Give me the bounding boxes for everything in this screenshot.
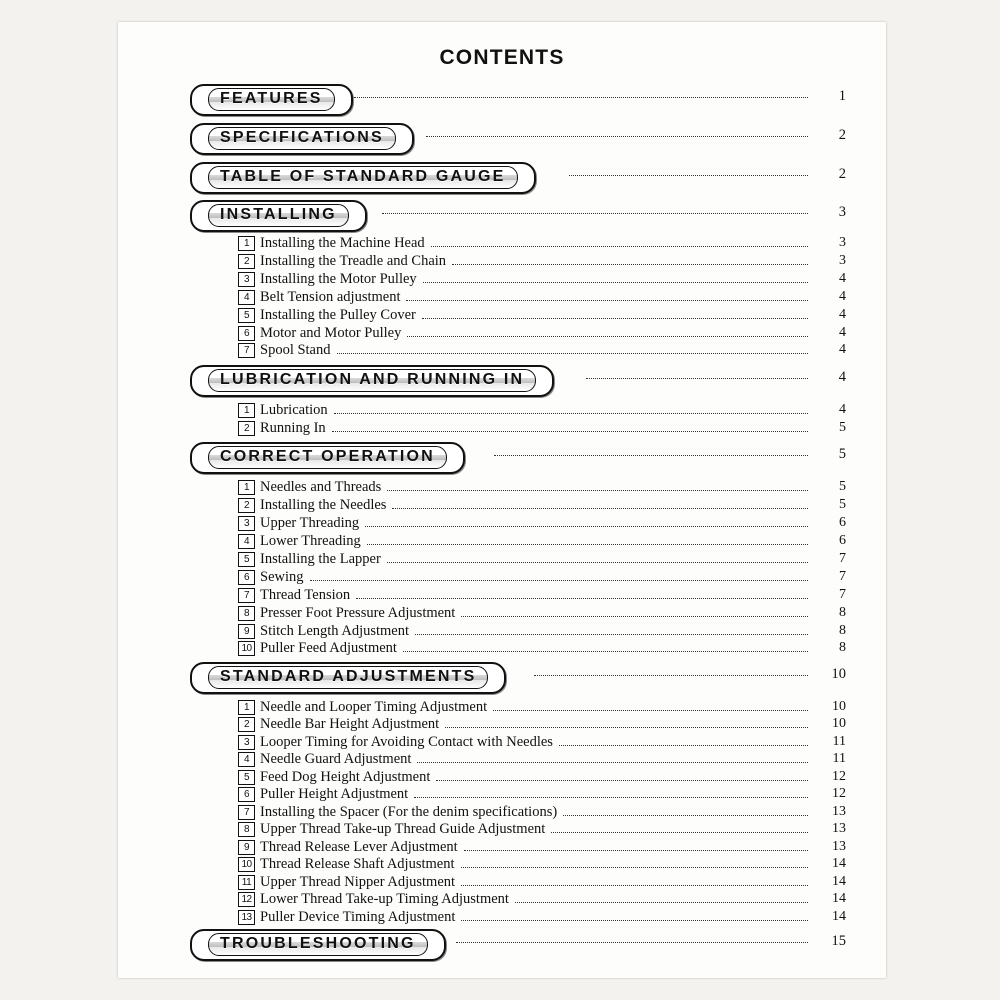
toc-item-label: Upper Thread Take-up Thread Guide Adjustment [260, 821, 546, 837]
toc-item-row[interactable] [118, 769, 886, 787]
toc-item-label: Thread Tension [260, 587, 351, 603]
toc-item-number: 2 [238, 421, 255, 436]
toc-section-pill[interactable] [190, 662, 506, 694]
toc-item-label: Installing the Treadle and Chain [260, 253, 447, 269]
leader-dots [417, 762, 808, 763]
toc-page-number: 4 [839, 289, 846, 304]
toc-item-number: 3 [238, 516, 255, 531]
toc-page-number: 10 [832, 716, 846, 731]
toc-page-number: 3 [838, 204, 846, 220]
toc-item-number: 2 [238, 717, 255, 732]
leader-dots [464, 850, 808, 851]
leader-dots [403, 651, 808, 652]
toc-item-row[interactable] [118, 640, 886, 658]
toc-item-row[interactable] [118, 623, 886, 641]
toc-section-row[interactable] [118, 200, 886, 226]
toc-item-number: 7 [238, 805, 255, 820]
toc-item-label: Spool Stand [260, 342, 331, 358]
toc-item-number: 4 [238, 290, 255, 305]
document-page [118, 22, 886, 978]
toc-page-number: 6 [839, 515, 846, 530]
leader-dots [551, 832, 808, 833]
pill-outer [190, 84, 353, 116]
toc-section-label: TABLE OF STANDARD GAUGE [208, 166, 518, 189]
toc-page-number: 8 [839, 605, 846, 620]
toc-item-row[interactable] [118, 786, 886, 804]
toc-item-label: Belt Tension adjustment [260, 289, 401, 305]
pill-outer [190, 200, 367, 232]
toc-page-number: 11 [832, 751, 846, 766]
toc-page-number: 8 [839, 640, 846, 655]
toc-item-number: 7 [238, 343, 255, 358]
toc-item-row[interactable] [118, 342, 886, 360]
toc-item-row[interactable] [118, 235, 886, 253]
toc-item-row[interactable] [118, 325, 886, 343]
toc-page-number: 7 [839, 551, 846, 566]
toc-page-number: 1 [838, 88, 846, 104]
toc-item-label: Needles and Threads [260, 479, 382, 495]
toc-page-number: 8 [839, 623, 846, 638]
toc-page-number: 4 [839, 307, 846, 322]
toc-item-label: Installing the Motor Pulley [260, 271, 417, 287]
toc-item-number: 1 [238, 480, 255, 495]
toc-page-number: 5 [839, 497, 846, 512]
leader-dots [569, 175, 808, 176]
leader-dots [365, 526, 808, 527]
toc-item-label: Thread Release Shaft Adjustment [260, 856, 455, 872]
toc-item-number: 3 [238, 735, 255, 750]
toc-item-row[interactable] [118, 497, 886, 515]
leader-dots [387, 490, 808, 491]
toc-section-pill[interactable] [190, 365, 554, 397]
toc-item-label: Lower Threading [260, 533, 361, 549]
toc-section-pill[interactable] [190, 200, 367, 232]
toc-section-label: SPECIFICATIONS [208, 127, 396, 150]
toc-item-label: Motor and Motor Pulley [260, 325, 402, 341]
toc-item-number: 4 [238, 534, 255, 549]
toc-page-number: 10 [832, 699, 846, 714]
toc-page-number: 15 [831, 933, 846, 949]
leader-dots [354, 97, 808, 98]
toc-item-row[interactable] [118, 699, 886, 717]
toc-section-row[interactable] [118, 442, 886, 468]
leader-dots [367, 544, 808, 545]
toc-page-number: 5 [839, 479, 846, 494]
toc-section-pill[interactable] [190, 929, 446, 961]
toc-page-number: 14 [832, 891, 846, 906]
toc-page-number: 14 [832, 856, 846, 871]
toc-item-number: 10 [238, 641, 255, 656]
toc-item-label: Needle Bar Height Adjustment [260, 716, 440, 732]
leader-dots [461, 920, 808, 921]
leader-dots [422, 318, 808, 319]
toc-item-number: 2 [238, 254, 255, 269]
pill-outer [190, 442, 465, 474]
toc-item-label: Upper Thread Nipper Adjustment [260, 874, 456, 890]
toc-page-number: 12 [832, 786, 846, 801]
toc-item-label: Lower Thread Take-up Timing Adjustment [260, 891, 509, 907]
toc-page-number: 4 [839, 271, 846, 286]
toc-page-number: 4 [839, 325, 846, 340]
leader-dots [461, 867, 809, 868]
toc-item-label: Puller Feed Adjustment [260, 640, 397, 656]
toc-page-number: 14 [832, 874, 846, 889]
toc-item-row[interactable] [118, 587, 886, 605]
toc-page-number: 5 [838, 446, 846, 462]
leader-dots [407, 336, 808, 337]
leader-dots [534, 675, 808, 676]
toc-item-number: 5 [238, 552, 255, 567]
toc-item-row[interactable] [118, 253, 886, 271]
toc-item-row[interactable] [118, 533, 886, 551]
toc-item-label: Thread Release Lever Adjustment [260, 839, 458, 855]
toc-section-pill[interactable] [190, 442, 465, 474]
toc-item-label: Stitch Length Adjustment [260, 623, 410, 639]
toc-item-row[interactable] [118, 605, 886, 623]
leader-dots [586, 378, 808, 379]
toc-item-row[interactable] [118, 839, 886, 857]
toc-page-number: 12 [832, 769, 846, 784]
toc-item-label: Needle Guard Adjustment [260, 751, 412, 767]
toc-section-pill[interactable] [190, 162, 536, 194]
toc-section-row[interactable] [118, 123, 886, 149]
toc-item-label: Running In [260, 420, 326, 436]
leader-dots [494, 455, 808, 456]
page-content [118, 22, 886, 978]
toc-section-label: CORRECT OPERATION [208, 446, 447, 469]
leader-dots [559, 745, 808, 746]
toc-item-number: 5 [238, 308, 255, 323]
pill-outer [190, 123, 414, 155]
toc-item-row[interactable] [118, 821, 886, 839]
toc-item-number: 2 [238, 498, 255, 513]
toc-item-label: Installing the Lapper [260, 551, 381, 567]
toc-item-row[interactable] [118, 402, 886, 420]
toc-page-number: 3 [839, 235, 846, 250]
toc-page-number: 3 [839, 253, 846, 268]
toc-item-number: 3 [238, 272, 255, 287]
leader-dots [461, 885, 808, 886]
toc-section-label: LUBRICATION AND RUNNING IN [208, 369, 536, 392]
toc-page-number: 13 [832, 821, 846, 836]
toc-item-number: 7 [238, 588, 255, 603]
toc-item-number: 9 [238, 840, 255, 855]
toc-item-label: Presser Foot Pressure Adjustment [260, 605, 456, 621]
leader-dots [423, 282, 808, 283]
leader-dots [406, 300, 808, 301]
toc-item-row[interactable] [118, 271, 886, 289]
toc-section-row[interactable] [118, 929, 886, 955]
toc-item-number: 4 [238, 752, 255, 767]
toc-item-row[interactable] [118, 856, 886, 874]
toc-item-label: Feed Dog Height Adjustment [260, 769, 431, 785]
toc-item-row[interactable] [118, 479, 886, 497]
toc-section-label: FEATURES [208, 88, 335, 111]
toc-page-number: 11 [832, 734, 846, 749]
toc-item-row[interactable] [118, 307, 886, 325]
toc-item-row[interactable] [118, 751, 886, 769]
toc-item-number: 11 [238, 875, 255, 890]
toc-item-number: 13 [238, 910, 255, 925]
toc-item-row[interactable] [118, 289, 886, 307]
leader-dots [515, 902, 808, 903]
pill-outer [190, 365, 554, 397]
toc-item-label: Upper Threading [260, 515, 360, 531]
leader-dots [415, 634, 808, 635]
toc-item-row[interactable] [118, 569, 886, 587]
toc-item-row[interactable] [118, 420, 886, 438]
toc-section-pill[interactable] [190, 84, 353, 116]
toc-item-number: 8 [238, 822, 255, 837]
leader-dots [392, 508, 808, 509]
toc-item-row[interactable] [118, 551, 886, 569]
toc-item-label: Installing the Needles [260, 497, 387, 513]
toc-page-number: 4 [838, 369, 846, 385]
toc-item-number: 9 [238, 624, 255, 639]
pill-outer [190, 929, 446, 961]
toc-page-number: 6 [839, 533, 846, 548]
toc-page-number: 5 [839, 420, 846, 435]
leader-dots [461, 616, 808, 617]
toc-section-row[interactable] [118, 365, 886, 391]
toc-item-number: 6 [238, 787, 255, 802]
toc-page-number: 7 [839, 569, 846, 584]
toc-item-number: 1 [238, 403, 255, 418]
leader-dots [436, 780, 808, 781]
toc-section-pill[interactable] [190, 123, 414, 155]
leader-dots [493, 710, 808, 711]
toc-item-label: Needle and Looper Timing Adjustment [260, 699, 488, 715]
leader-dots [414, 797, 808, 798]
leader-dots [563, 815, 808, 816]
toc-item-row[interactable] [118, 909, 886, 927]
toc-section-row[interactable] [118, 162, 886, 188]
leader-dots [382, 213, 808, 214]
toc-section-label: INSTALLING [208, 204, 349, 227]
toc-page-number: 4 [839, 342, 846, 357]
leader-dots [356, 598, 808, 599]
pill-outer [190, 162, 536, 194]
toc-section-row[interactable] [118, 84, 886, 110]
toc-page-number: 2 [838, 166, 846, 182]
toc-item-label: Installing the Pulley Cover [260, 307, 416, 323]
toc-item-row[interactable] [118, 515, 886, 533]
toc-page-number: 13 [832, 804, 846, 819]
toc-item-label: Puller Height Adjustment [260, 786, 409, 802]
toc-item-number: 10 [238, 857, 255, 872]
toc-item-label: Sewing [260, 569, 304, 585]
leader-dots [445, 727, 808, 728]
toc-page-number: 2 [838, 127, 846, 143]
toc-item-label: Puller Device Timing Adjustment [260, 909, 456, 925]
toc-page-number: 4 [839, 402, 846, 417]
toc-item-row[interactable] [118, 716, 886, 734]
leader-dots [310, 580, 809, 581]
leader-dots [431, 246, 808, 247]
toc-item-number: 8 [238, 606, 255, 621]
leader-dots [332, 431, 808, 432]
leader-dots [334, 413, 808, 414]
toc-item-number: 5 [238, 770, 255, 785]
leader-dots [456, 942, 808, 943]
toc-page-number: 14 [832, 909, 846, 924]
toc-item-row[interactable] [118, 734, 886, 752]
toc-page-number: 10 [831, 666, 846, 682]
leader-dots [337, 353, 809, 354]
toc-item-number: 1 [238, 236, 255, 251]
pill-outer [190, 662, 506, 694]
toc-section-label: STANDARD ADJUSTMENTS [208, 666, 488, 689]
toc-item-row[interactable] [118, 891, 886, 909]
toc-item-number: 12 [238, 892, 255, 907]
toc-page-number: 7 [839, 587, 846, 602]
toc-page-number: 13 [832, 839, 846, 854]
toc-item-number: 6 [238, 326, 255, 341]
toc-item-label: Installing the Spacer (For the denim specifications) [260, 804, 558, 820]
toc-item-row[interactable] [118, 874, 886, 892]
toc-item-row[interactable] [118, 804, 886, 822]
toc-item-label: Lubrication [260, 402, 328, 418]
toc-section-row[interactable] [118, 662, 886, 688]
toc-item-number: 1 [238, 700, 255, 715]
leader-dots [452, 264, 808, 265]
leader-dots [387, 562, 808, 563]
toc-item-number: 6 [238, 570, 255, 585]
toc-section-label: TROUBLESHOOTING [208, 933, 428, 956]
page-title: CONTENTS [439, 46, 565, 69]
toc-item-label: Installing the Machine Head [260, 235, 425, 251]
leader-dots [426, 136, 808, 137]
toc-item-label: Looper Timing for Avoiding Contact with Needles [260, 734, 553, 750]
